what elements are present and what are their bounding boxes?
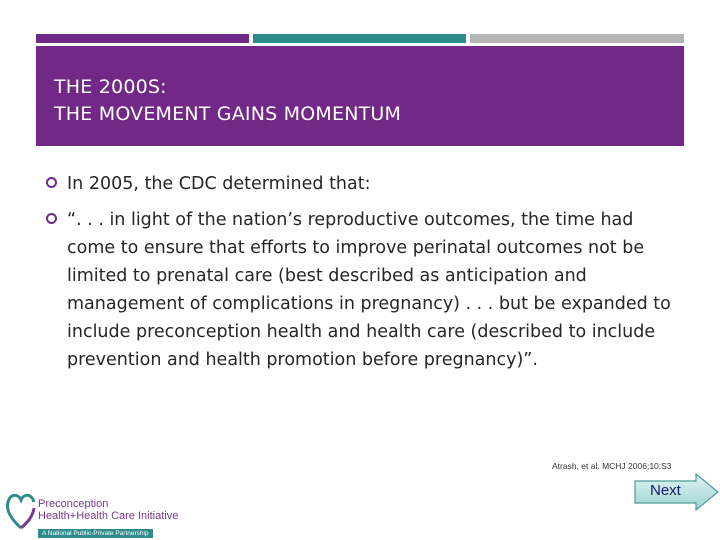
bullet-text: In 2005, the CDC determined that: <box>67 174 371 194</box>
bullet-text: “. . . in light of the nation’s reproductive outcomes, the time had come to ensure that efforts to improve perinatal outcomes not be limited to prenatal care (best described as anticipation and management of complications in pregnancy) . . . but be expanded to include preconception health and health care (described to include prevention and health promotion before pregnancy)”. <box>67 210 671 370</box>
bullet-list <box>46 170 676 382</box>
logo-line-1: Preconception <box>38 498 109 510</box>
list-item <box>46 170 676 198</box>
title-line-2: THE MOVEMENT GAINS MOMENTUM <box>54 103 402 125</box>
circle-bullet-icon <box>46 213 57 224</box>
heart-ribbon-icon <box>4 488 38 534</box>
logo-line-2: Health+Health Care Initiative <box>38 510 179 522</box>
circle-bullet-icon <box>46 177 57 188</box>
list-item <box>46 206 676 374</box>
citation: Atrash, et al. MCHJ 2006;10:S3 <box>552 461 672 471</box>
page-title <box>54 74 401 128</box>
next-button-label: Next <box>650 482 681 499</box>
title-banner <box>36 46 684 146</box>
accent-bar-teal <box>253 34 466 43</box>
logo <box>4 486 204 538</box>
next-button[interactable] <box>634 473 720 511</box>
accent-bar-purple <box>36 34 249 43</box>
logo-tagline: A National Public-Private Partnership <box>38 529 153 538</box>
title-line-1: THE 2000S: <box>54 76 167 98</box>
accent-bar-gray <box>470 34 684 43</box>
